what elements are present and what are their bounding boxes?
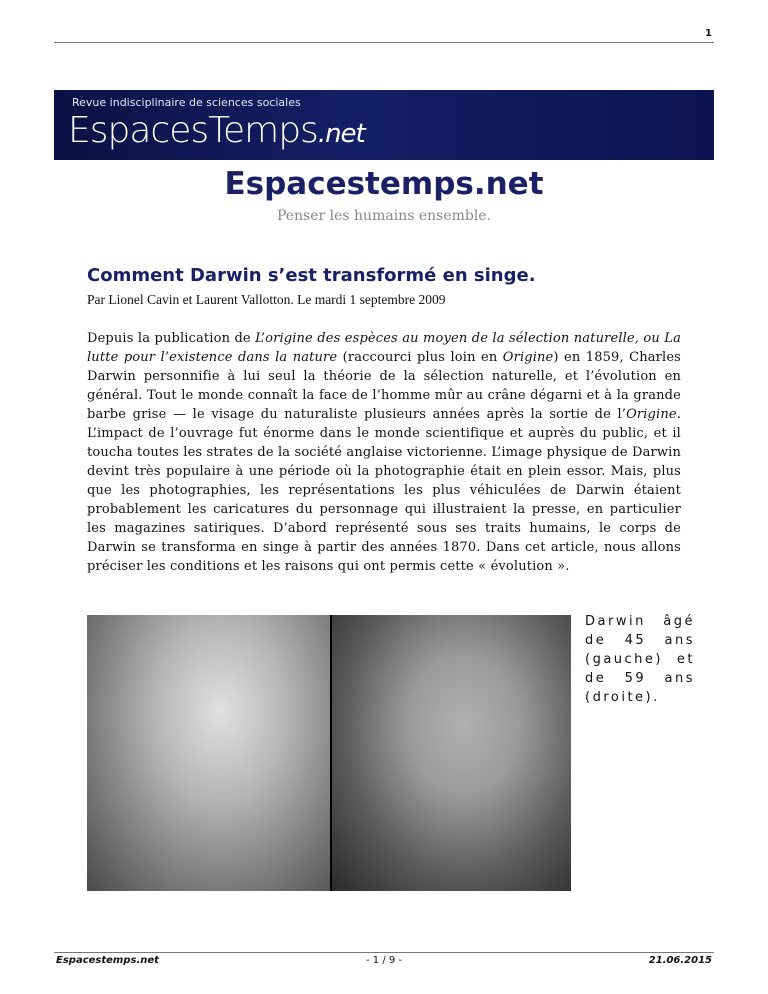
banner-tagline: Revue indisciplinaire de sciences sociales — [72, 96, 301, 109]
book-title: L’origine des espèces au moyen de la sélection naturelle, ou La lutte pour l’existence dans la nature — [87, 331, 681, 365]
figure-caption: Darwin âgé de 45 ans (gauche) et de 59 ans (droite). — [585, 614, 695, 705]
footer-site: Espacestemps.net — [56, 955, 159, 966]
book-short-title: Origine — [626, 407, 677, 422]
footer-date: 21.06.2015 — [648, 955, 712, 966]
photo-darwin-59 — [332, 615, 571, 891]
banner-logo-main: EspacesTemps — [68, 110, 318, 151]
banner — [54, 90, 714, 160]
figure-photos — [87, 615, 571, 891]
page-number: 1 — [705, 28, 712, 39]
footer-page-count: - 1 / 9 - — [365, 955, 403, 966]
article-body: Depuis la publication de L’origine des espèces au moyen de la sélection naturelle, ou La lutte pour l’existence dans la nature (raccourci plus loin en Origine) en 1859, Charles Darwin personnifie à lui seul la théorie de la sélection naturelle, et l’évolution en général. Tout le monde connaît la face de l’homme mûr au crâne dégarni et à la grande barbe grise — le visage du naturaliste plusieurs années après la sortie de l’Origine. L’impact de l’ouvrage fut énorme dans le monde scientifique et auprès du public, et il toucha toutes les strates de la société anglaise victorienne. L’image physique de Darwin devint très populaire à une période où la photographie était en plein essor. Mais, plus que les photographies, les représentations les plus véhiculées de Darwin étaient probablement les caricatures du personnage qui illustraient la presse, en particulier les magazines satiriques. D’abord représenté sous ses traits humains, le corps de Darwin se transforma en singe à partir des années 1870. Dans cet article, nous allons préciser les conditions et les raisons qui ont permis cette « évolution ». — [87, 331, 681, 574]
site-tagline: Penser les humains ensemble. — [276, 208, 492, 224]
photo-darwin-45 — [87, 615, 330, 891]
book-short-title: Origine — [502, 350, 554, 365]
article-byline: Par Lionel Cavin et Laurent Vallotton. Le mardi 1 septembre 2009 — [87, 292, 446, 307]
article-title: Comment Darwin s’est transformé en singe. — [87, 265, 536, 286]
site-title: Espacestemps.net — [224, 166, 544, 202]
banner-logo-suffix: .net — [317, 119, 365, 149]
footer-rule — [54, 952, 714, 953]
header-rule — [54, 42, 714, 43]
banner-logo — [68, 110, 365, 151]
